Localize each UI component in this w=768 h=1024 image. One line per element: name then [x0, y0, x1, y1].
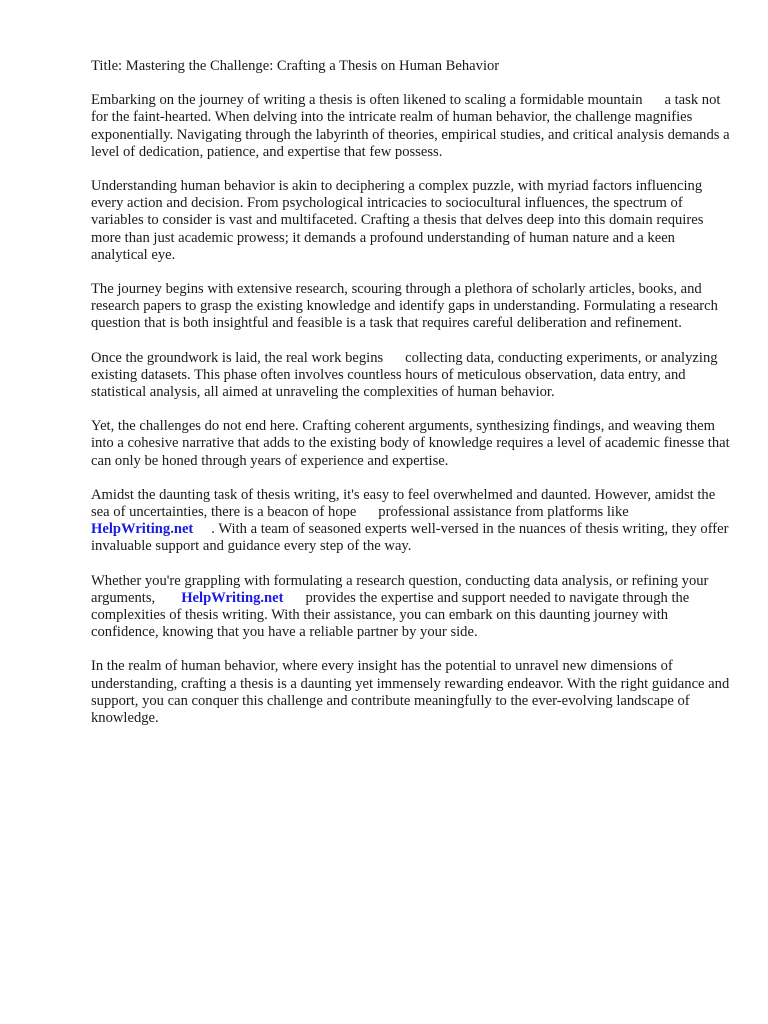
- paragraph-intro: Embarking on the journey of writing a thesis is often likened to scaling a formidable mountain a task not for the faint-hearted. When delving into the intricate realm of human behavior, the challenge magnifies exponentially. Navigating through the labyrinth of theories, empirical studies, and critical analysis demands a level of dedication, patience, and expertise that few possess.: [91, 92, 730, 160]
- paragraph-grappling-text-after: provides the expertise and support needed to navigate through the complexities of thesis writing. With their assistance, you can embark on this daunting journey with confidence, knowing that you have a reliable partner by your side.: [91, 589, 690, 641]
- paragraph-assistance-text-after: . With a team of seasoned experts well-versed in the nuances of thesis writing, they offer invaluable support and guidance every step of the way.: [91, 521, 729, 555]
- paragraph-assistance: [91, 487, 731, 556]
- paragraph-research: The journey begins with extensive research, scouring through a plethora of scholarly articles, books, and research papers to grasp the existing knowledge and identify gaps in understanding. Formulating a research question that is both insightful and feasible is a task that requires careful deliberation and refinement.: [91, 281, 718, 332]
- paragraph-conclusion: In the realm of human behavior, where every insight has the potential to unravel new dimensions of understanding, crafting a thesis is a daunting yet immensely rewarding endeavor. With the right guidance and support, you can conquer this challenge and contribute meaningfully to the ever-evolving landscape of knowledge.: [91, 658, 730, 727]
- paragraph-grappling-text-before: Whether you're grappling with formulating a research question, conducting data analysis, or refining your arguments,: [91, 572, 709, 606]
- paragraph-challenges: Yet, the challenges do not end here. Crafting coherent arguments, synthesizing findings, and weaving them into a cohesive narrative that adds to the existing body of knowledge requires a level of academic finesse that can only be honed through years of experience and expertise.: [91, 418, 730, 469]
- paragraph-assistance-text-before: Amidst the daunting task of thesis writing, it's easy to feel overwhelmed and daunted. However, amidst the sea of uncertainties, there is a beacon of hope professional assistance from platforms like: [91, 486, 716, 521]
- paragraph-understanding: Understanding human behavior is akin to deciphering a complex puzzle, with myriad factors influencing every action and decision. From psychological intricacies to sociocultural influences, the spectrum of variables to consider is vast and multifaceted. Crafting a thesis that delves deep into this domain requires more than just academic prowess; it demands a profound understanding of human nature and a keen analytical eye.: [91, 178, 704, 263]
- document-title: Title: Mastering the Challenge: Crafting a Thesis on Human Behavior: [91, 58, 500, 74]
- paragraph-groundwork: Once the groundwork is laid, the real work begins collecting data, conducting experiments, or analyzing existing datasets. This phase often involves countless hours of meticulous observation, data entry, and statistical analysis, all aimed at unraveling the complexities of human behavior.: [91, 349, 718, 401]
- document-page: [91, 58, 731, 744]
- helpwriting-link[interactable]: HelpWriting.net: [91, 521, 194, 538]
- helpwriting-link-secondary[interactable]: HelpWriting.net: [181, 589, 284, 606]
- paragraph-grappling: [91, 573, 731, 642]
